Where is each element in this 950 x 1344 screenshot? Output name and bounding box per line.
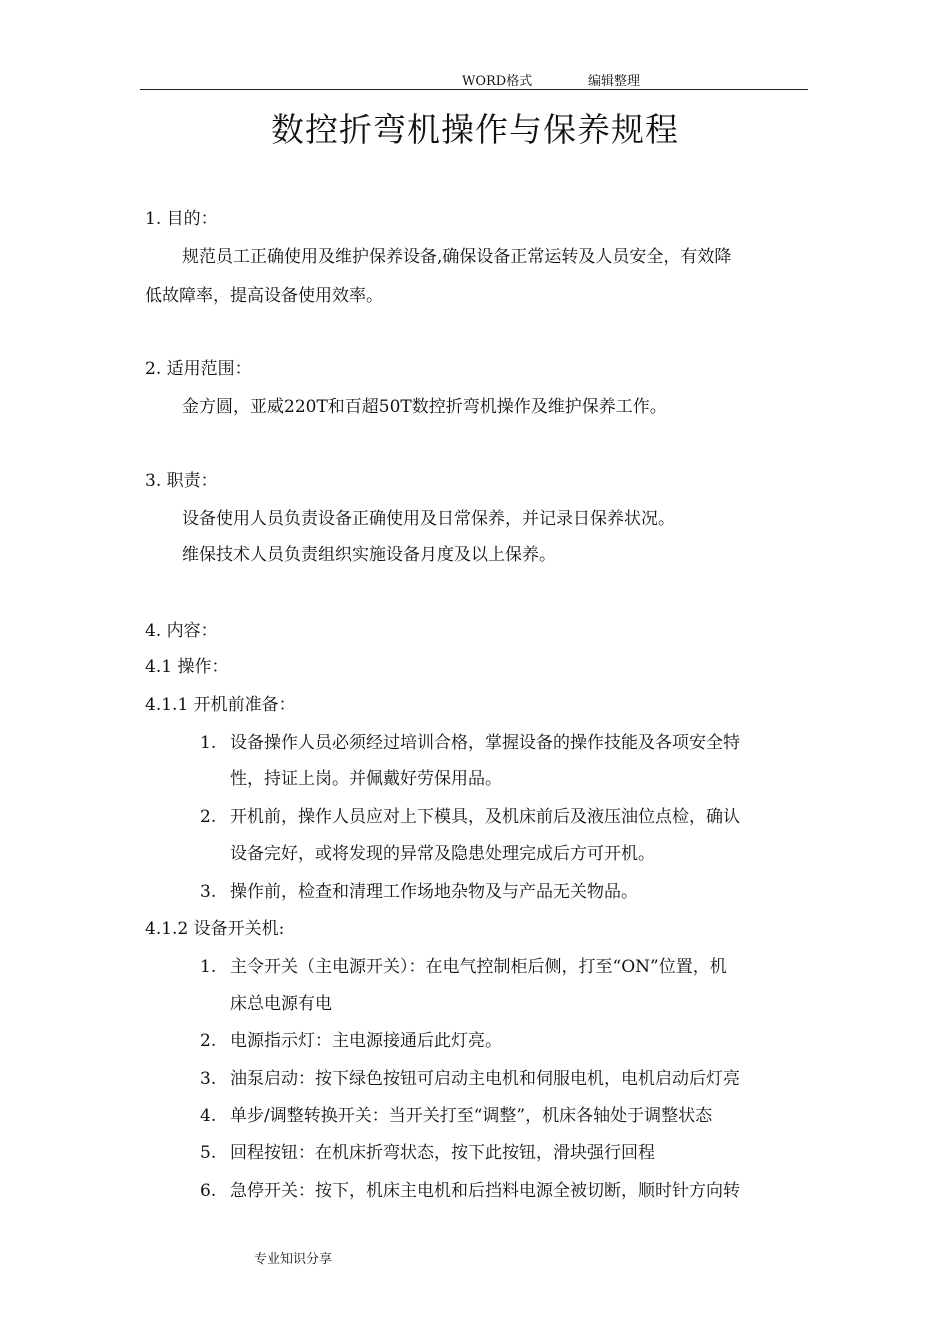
list-item-line: 开机前，操作人员应对上下模具，及机床前后及液压油位点检，确认 [230,807,740,827]
list-item-line: 油泵启动：按下绿色按钮可启动主电机和伺服电机，电机启动后灯亮 [230,1069,740,1089]
paragraph-line: 低故障率，提高设备使用效率。 [145,286,383,306]
list-item-line: 单步/调整转换开关：当开关打至“调整”，机床各轴处于调整状态 [230,1106,713,1126]
subsection-heading-operation: 4.1 操作： [145,657,229,677]
page-footer: 专业知识分享 [254,1252,333,1267]
paragraph-line: 维保技术人员负责组织实施设备月度及以上保养。 [182,545,556,565]
list-number: 4. [200,1106,217,1126]
section-heading-duties: 3. 职责： [145,471,218,491]
list-number: 1. [200,733,217,753]
list-item-line: 设备完好，或将发现的异常及隐患处理完成后方可开机。 [230,844,655,864]
list-item-line: 性，持证上岗。并佩戴好劳保用品。 [230,769,502,789]
document-title: 数控折弯机操作与保养规程 [271,110,679,149]
subsection-heading-preparation: 4.1.1 开机前准备： [145,695,296,715]
page-header [140,70,808,90]
subsection-heading-power-switch: 4.1.2 设备开关机: [145,919,285,939]
list-number: 6. [200,1181,217,1201]
list-number: 2. [200,807,217,827]
header-format-label: WORD格式 [462,74,533,89]
list-item-line: 急停开关：按下，机床主电机和后挡料电源全被切断，顺时针方向转 [230,1181,740,1201]
paragraph-line: 设备使用人员负责设备正确使用及日常保养，并记录日保养状况。 [182,509,675,529]
paragraph-line: 规范员工正确使用及维护保养设备,确保设备正常运转及人员安全，有效降 [182,247,732,267]
list-number: 5. [200,1143,217,1163]
list-item-line: 设备操作人员必须经过培训合格，掌握设备的操作技能及各项安全特 [230,733,740,753]
list-item-line: 回程按钮：在机床折弯状态，按下此按钮，滑块强行回程 [230,1143,655,1163]
list-number: 2. [200,1031,217,1051]
list-item-line: 电源指示灯：主电源接通后此灯亮。 [230,1031,502,1051]
section-heading-scope: 2. 适用范围： [145,359,252,379]
list-item-line: 主令开关（主电源开关）：在电气控制柜后侧，打至“ON”位置，机 [230,957,727,977]
paragraph-line: 金方圆，亚威220T和百超50T数控折弯机操作及维护保养工作。 [182,397,667,417]
section-heading-content: 4. 内容： [145,621,218,641]
list-number: 1. [200,957,217,977]
list-number: 3. [200,1069,217,1089]
list-item-line: 操作前，检查和清理工作场地杂物及与产品无关物品。 [230,882,638,902]
header-edit-label: 编辑整理 [588,74,641,89]
list-number: 3. [200,882,217,902]
section-heading-purpose: 1. 目的： [145,209,218,229]
list-item-line: 床总电源有电 [230,994,332,1014]
